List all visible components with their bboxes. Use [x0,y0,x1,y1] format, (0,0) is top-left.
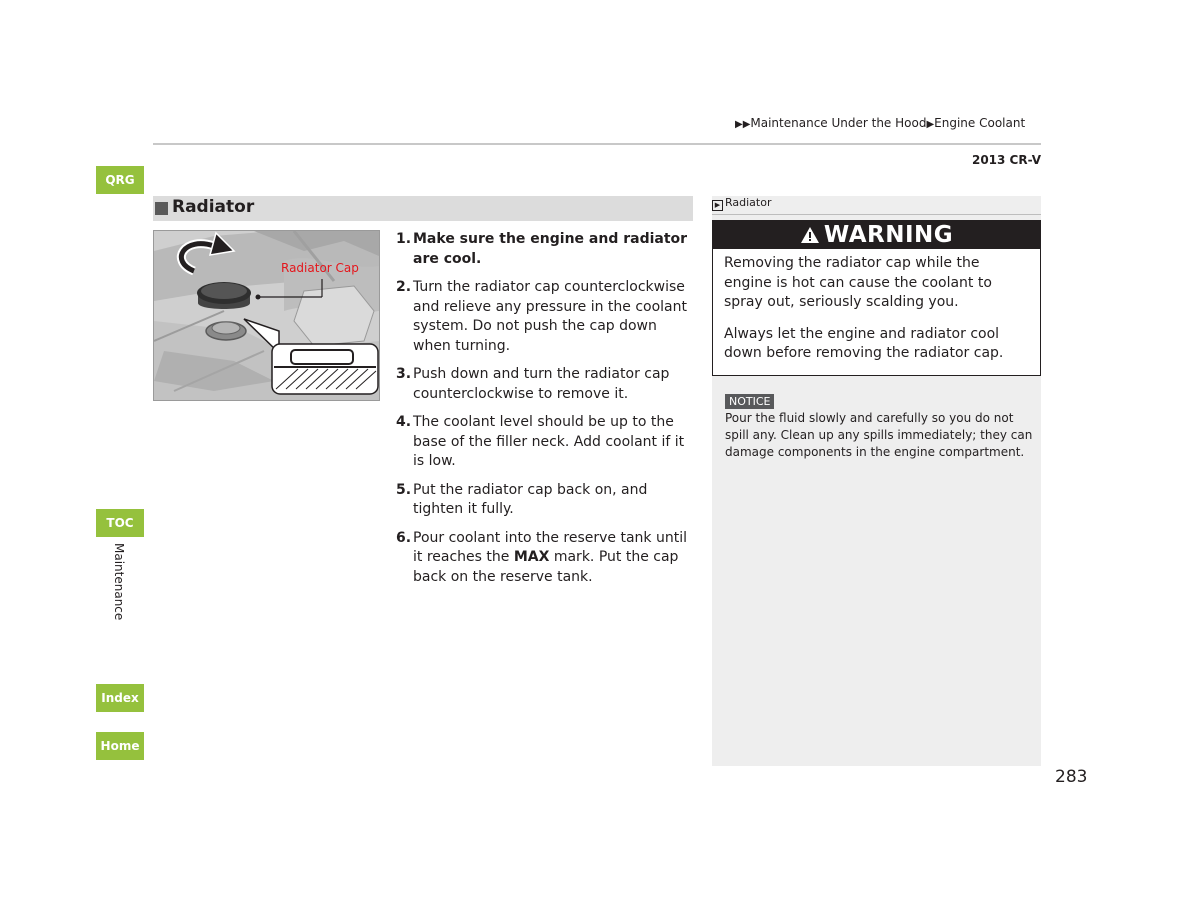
nav-tab-home[interactable]: Home [96,732,144,760]
radiator-cap-callout: Radiator Cap [281,261,359,275]
breadcrumb [735,116,1025,130]
step-text: Put the radiator cap back on, and tighten it fully. [413,481,648,517]
warning-paragraph: Removing the radiator cap while the engine is hot can cause the coolant to spray out, seriously scalding you. [724,255,992,310]
step-4 [396,413,693,472]
step-number: 4. [396,414,412,430]
reference-arrow-icon: ▶ [712,200,723,211]
radiator-illustration [153,230,380,401]
notice-text: Pour the fluid slowly and carefully so you do not spill any. Clean up any spills immediately; they can damage components in the engine compartment. [725,411,1033,459]
nav-tab-toc[interactable]: TOC [96,509,144,537]
step-3 [396,365,693,404]
nav-tab-index[interactable]: Index [96,684,144,712]
max-mark-label: MAX [513,549,550,565]
warning-paragraph: Always let the engine and radiator cool down before removing the radiator cap. [724,325,1004,361]
step-6 [396,529,693,588]
warning-title: WARNING [823,222,954,248]
engine-bay-drawing [154,231,379,400]
warning-header [713,221,1040,249]
model-label: 2013 CR-V [971,153,1041,167]
sidebar-reference-title[interactable]: Radiator [725,196,772,209]
step-text: Push down and turn the radiator cap counterclockwise to remove it. [413,366,670,402]
warning-body [713,249,1040,364]
section-title: Radiator [172,197,255,217]
warning-box [712,220,1041,376]
breadcrumb-arrow-icon: ▶▶ [735,119,751,130]
steps-list [396,230,693,596]
step-1 [396,230,693,269]
breadcrumb-arrow-icon: ▶ [926,119,935,130]
step-text: Pour coolant into the reserve tank until it reaches the [413,529,687,565]
step-2 [396,278,693,356]
step-text: Make sure the engine and radiator are cool. [413,231,688,267]
step-text: mark. Put the cap back on the reserve tank. [413,549,679,585]
nav-tab-qrg[interactable]: QRG [96,166,144,194]
step-number: 1. [396,231,412,247]
step-text: Turn the radiator cap counterclockwise and relieve any pressure in the coolant system. Do not push the cap down when turning. [413,279,687,354]
chapter-label: Maintenance [112,543,126,621]
step-number: 3. [396,366,412,382]
step-number: 6. [396,529,412,546]
breadcrumb-item-engine-coolant[interactable]: Engine Coolant [934,116,1026,130]
step-5 [396,481,693,520]
step-text: The coolant level should be up to the base of the filler neck. Add coolant if it is low. [413,414,685,469]
step-number: 5. [396,481,412,498]
section-square-icon [155,202,168,215]
sidebar-reference [712,196,1041,215]
step-number: 2. [396,279,412,295]
page-number: 283 [1055,767,1088,787]
section-header [153,196,693,221]
header-divider [153,143,1041,145]
notice-badge: NOTICE [725,394,774,409]
breadcrumb-item-maintenance[interactable]: Maintenance Under the Hood [750,116,927,130]
warning-triangle-icon [800,223,820,252]
